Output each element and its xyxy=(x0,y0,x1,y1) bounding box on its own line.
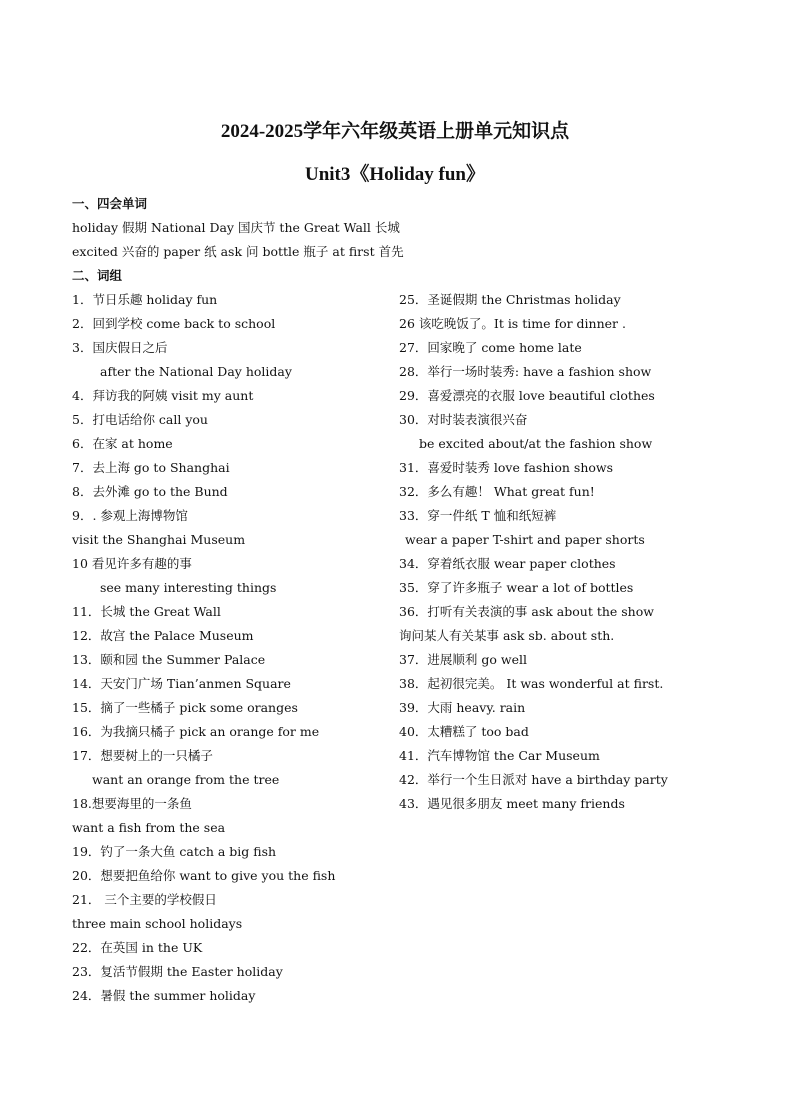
phrase-item: 9．. 参观上海博物馆 xyxy=(72,508,188,523)
phrase-item: 31．喜爱时装秀 love fashion shows xyxy=(399,460,614,475)
phrase-item: see many interesting things xyxy=(100,580,277,595)
phrase-item: 26 该吃晚饭了。It is time for dinner . xyxy=(399,316,626,331)
phrase-item: 4．拜访我的阿姨 visit my aunt xyxy=(72,388,254,403)
words-line-1: holiday 假期 National Day 国庆节 the Great Wall 长城 xyxy=(72,220,400,235)
phrase-item: 34．穿着纸衣服 wear paper clothes xyxy=(399,556,616,571)
phrase-item: 18.想要海里的一条鱼 xyxy=(72,796,192,811)
phrase-item: want a fish from the sea xyxy=(72,820,226,835)
phrase-item: 41．汽车博物馆 the Car Museum xyxy=(399,748,600,763)
phrase-item: 37．进展顺利 go well xyxy=(399,652,527,667)
phrase-item: 7．去上海 go to Shanghai xyxy=(72,460,230,475)
phrase-item: want an orange from the tree xyxy=(92,772,280,787)
phrase-item: 20．想要把鱼给你 want to give you the fish xyxy=(72,868,336,883)
phrase-item: 17．想要树上的一只橘子 xyxy=(72,748,213,763)
phrase-item: 39．大雨 heavy. rain xyxy=(399,700,526,715)
phrase-item: 11．长城 the Great Wall xyxy=(72,604,221,619)
phrase-item: 24．暑假 the summer holiday xyxy=(72,988,256,1003)
section-heading-phrases: 二、词组 xyxy=(72,268,123,283)
phrase-item: 2．回到学校 come back to school xyxy=(72,316,276,331)
phrase-item: 16．为我摘只橘子 pick an orange for me xyxy=(72,724,320,739)
phrase-item: 15．摘了一些橘子 pick some oranges xyxy=(72,700,298,715)
phrases-right-column xyxy=(399,292,719,820)
document-title: 2024-2025学年六年级英语上册单元知识点 xyxy=(220,121,570,142)
phrase-item: 36．打听有关表演的事 ask about the show xyxy=(399,604,654,619)
phrase-item: 42．举行一个生日派对 have a birthday party xyxy=(399,772,668,787)
unit-subtitle: Unit3《Holiday fun》 xyxy=(304,164,485,185)
phrase-item: 12．故宫 the Palace Museum xyxy=(72,628,254,643)
words-line-2: excited 兴奋的 paper 纸 ask 问 bottle 瓶子 at first 首先 xyxy=(72,244,404,259)
phrase-item: visit the Shanghai Museum xyxy=(72,532,246,547)
phrase-item: three main school holidays xyxy=(72,916,243,931)
phrases-left-column xyxy=(72,292,392,1012)
phrase-item: 43．遇见很多朋友 meet many friends xyxy=(399,796,625,811)
phrase-item: 27．回家晚了 come home late xyxy=(399,340,582,355)
phrase-item: wear a paper T-shirt and paper shorts xyxy=(405,532,645,547)
phrase-item: 40．太糟糕了 too bad xyxy=(399,724,529,739)
phrase-item: 25．圣诞假期 the Christmas holiday xyxy=(399,292,621,307)
phrase-item: 32．多么有趣！ What great fun! xyxy=(399,484,595,499)
phrase-item: 21． 三个主要的学校假日 xyxy=(72,892,217,907)
phrase-item: 1．节日乐趣 holiday fun xyxy=(72,292,218,307)
phrase-item: 33．穿一件纸 T 恤和纸短裤 xyxy=(399,508,557,523)
phrase-item: be excited about/at the fashion show xyxy=(419,436,653,451)
phrase-item: 3．国庆假日之后 xyxy=(72,340,168,355)
phrase-item: 22．在英国 in the UK xyxy=(72,940,203,955)
phrase-item: after the National Day holiday xyxy=(100,364,292,379)
section-heading-words: 一、四会单词 xyxy=(72,196,148,211)
phrase-item: 6．在家 at home xyxy=(72,436,173,451)
phrase-item: 23．复活节假期 the Easter holiday xyxy=(72,964,283,979)
phrase-item: 5．打电话给你 call you xyxy=(72,412,208,427)
phrase-item: 19．钓了一条大鱼 catch a big fish xyxy=(72,844,277,859)
phrase-item: 14．天安门广场 Tian’anmen Square xyxy=(72,676,291,691)
phrase-item: 13．颐和园 the Summer Palace xyxy=(72,652,266,667)
phrase-item: 38．起初很完美。 It was wonderful at first. xyxy=(399,676,664,691)
phrase-item: 询问某人有关某事 ask sb. about sth. xyxy=(399,628,615,643)
phrase-item: 30．对时装表演很兴奋 xyxy=(399,412,528,427)
phrase-item: 35．穿了许多瓶子 wear a lot of bottles xyxy=(399,580,634,595)
phrase-item: 10 看见许多有趣的事 xyxy=(72,556,192,571)
phrase-item: 8．去外滩 go to the Bund xyxy=(72,484,228,499)
phrase-item: 28．举行一场时装秀: have a fashion show xyxy=(399,364,652,379)
phrase-item: 29．喜爱漂亮的衣服 love beautiful clothes xyxy=(399,388,655,403)
